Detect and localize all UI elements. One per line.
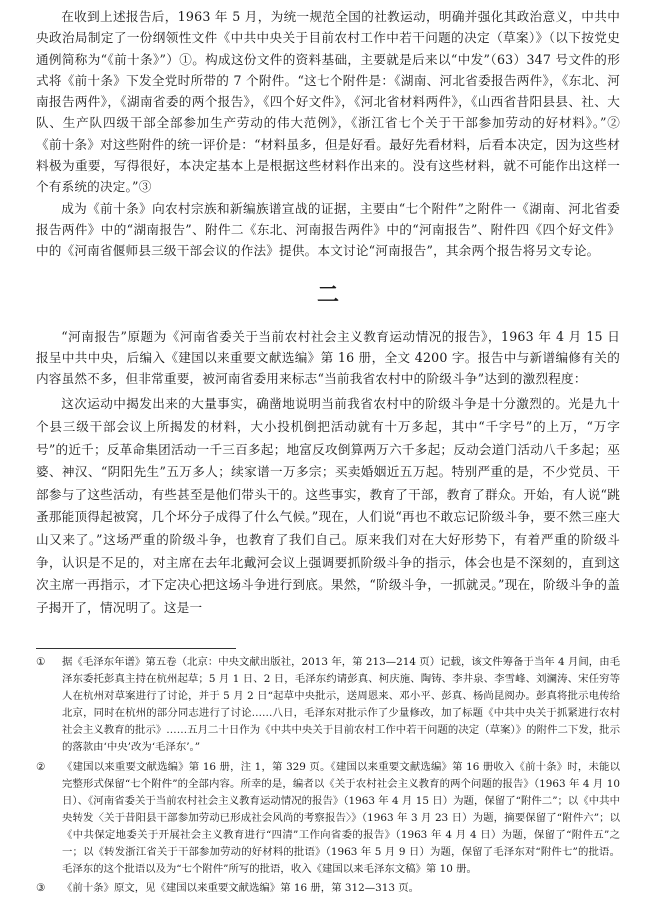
quote-text: 这次运动中揭发出来的大量事实，确凿地说明当前我省农村中的阶级斗争是十分激烈的。光是九十个县三级干部会议上所揭发的材料，大小投机倒把活动就有十万多起，其中“千字号”的上万，“万字号”的近千；反革命集团活动一千三百多起；地富反攻倒算两万六千多起；反动会道门活动八千多起；巫婆、神汉、“阴阳先生”五万多人；续家谱一万多宗；买卖婚姻近五万起。特别严重的是，不少党员、干部参与了这些活动，有些甚至是他们带头干的。这些事实，教育了干部，教育了群众。开始，有人说“跳蚤那能顶得起被窝，几个坏分子成得了什么气候。”现在，人们说“再也不敢忘记阶级斗争，要不然三座大山又来了。”这场严重的阶级斗争，也教育了我们自己。原来我们对在大好形势下，有着严重的阶级斗争，认识是不足的，对主席在去年北戴河会议上强调要抓阶级斗争的指示，体会也是不深刻的，直到这次主席一再指示，才下定决心把这场斗争进行到底。果然，“阶级斗争，一抓就灵。”现在，阶级斗争的盖子揭开了，情况明了。这是一 — [36, 396, 620, 615]
footnote-marker: ③ — [36, 882, 46, 895]
footnote-marker: ② — [36, 760, 46, 773]
footnote-text: 《前十条》原文，见《建国以来重要文献选编》第 16 册，第 312—313 页。 — [62, 882, 420, 895]
footnote-text: 《建国以来重要文献选编》第 16 册，注 1，第 329 页。《建国以来重要文献选编》第 16 册收入《前十条》时，未能以完整形式保留“七个附件”的全部内容。所幸的是，编者以《关于农村社会主义教育的两个问题的报告》（1963 年 4 月 10 日）、《河南省委关于当前农村社会主义教育运动情况的报告》（1963 年 4 月 15 日）为题，保留了“附件二”；以《中共中央转发〈关于昔阳县干部参加劳动已形成社会风尚的考察报告〉》（1963 年 3 月 23 日）为题，摘要保留了“附件六”；以《中共保定地委关于开展社会主义教育进行“四清”工作向省委的报告》（1963 年 4 月 4 日）为题，保留了“附件五”之一；以《转发浙江省关于干部参加劳动的好材料的批语》（1963 年 5 月 9 日）为题，保留了毛泽东对“附件七”的批语。毛泽东的这个批语以及为“七个附件”所写的批语，收入《建国以来毛泽东文稿》第 10 册。 — [62, 760, 620, 876]
footnote-2 — [36, 759, 620, 879]
article-body — [36, 6, 620, 619]
footnote-text: 据《毛泽东年谱》第五卷（北京：中央文献出版社，2013 年，第 213—214 页）记载，该文件筹备于当年 4 月间，由毛泽东委托彭真主持在杭州起草；5 月 1 日、2 日，毛泽东约请彭真、柯庆施、陶铸、李井泉、李雪峰、刘澜涛、宋任穷等人在杭州对草案进行了讨论，并于 5 月 2 日“起草中央批示，送周恩来、邓小平、彭真、杨尚昆阅办。彭真将批示电传给北京，同时在杭州的部分同志进行了讨论……八日，毛泽东对批示作了少量修改，加了标题《中共中央关于抓紧进行农村社会主义教育的批示》……五月二十日作为《中共中央关于目前农村工作中若干问题的决定（草案）》的附件二下发，批示的落款由‘中央’改为‘毛泽东’。” — [62, 656, 620, 754]
paragraph-1: 在收到上述报告后，1963 年 5 月，为统一规范全国的社教运动，明确并强化其政治意义，中共中央政治局制定了一份纲领性文件《中共中央关于目前农村工作中若干问题的决定（草案）》（以下按党史通例简称为“《前十条》”）①。构成这份文件的资料基础，主要就是后来以“中发”（63）347 号文件的形式将《前十条》下发全党时所带的 7 个附件。“这七个附件是：《湖南、河北省委报告两件》，《东北、河南报告两件》，《湖南省委的两个报告》，《四个好文件》，《河北省材料两件》，《山西省昔阳县县、社、大队、生产队四级干部全部参加生产劳动的伟大范例》，《浙江省七个关于干部参加劳动的好材料》。”② 《前十条》对这些附件的统一评价是：“材料虽多，但是好看。最好先看材料，后看本决定，因为这些材料极为重要，写得很好，本决定基本上是根据这些材料作出来的。没有这些材料，就不可能作出这样一个有系统的决定。”③ — [36, 9, 620, 195]
footnote-divider — [36, 648, 236, 649]
paragraph-3: “河南报告”原题为《河南省委关于当前农村社会主义教育运动情况的报告》，1963 年 4 月 15 日报呈中共中央，后编入《建国以来重要文献选编》第 16 册，全文 4200 字。报告中与新谱编修有关的内容虽然不多，但非常重要，被河南省委用来标志“当前我省农村中的阶级斗争”达到的激烈程度： — [36, 328, 620, 387]
block-quote — [36, 393, 620, 619]
footnote-1 — [36, 654, 620, 757]
footnotes — [36, 654, 620, 899]
paragraph-2: 成为《前十条》向农村宗族和新编族谱宣战的证据，主要由“七个附件”之附件一《湖南、河北省委报告两件》中的“湖南报告”、附件二《东北、河南报告两件》中的“河南报告”、附件四《四个好文件》中的《河南省偃师县三级干部会议的作法》提供。本文讨论“河南报告”，其余两个报告将另文专论。 — [36, 200, 620, 259]
section-heading: 二 — [316, 282, 339, 308]
footnote-3 — [36, 880, 620, 897]
footnote-marker: ① — [36, 656, 46, 668]
